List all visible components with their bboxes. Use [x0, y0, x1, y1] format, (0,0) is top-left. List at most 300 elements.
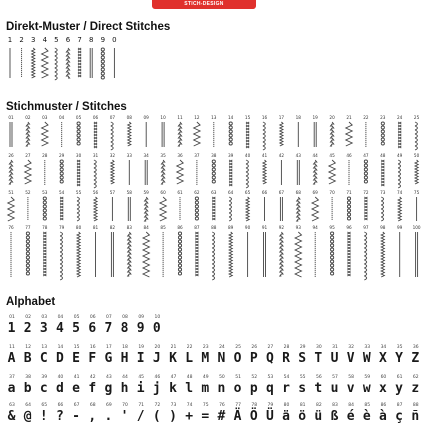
stitch-number: 46: [346, 153, 352, 158]
direct-stitch-number: 8: [88, 36, 94, 44]
alphabet-glyph: J: [152, 351, 162, 366]
stitch-number: 30: [75, 153, 82, 158]
direct-stitch-number: 6: [65, 36, 71, 44]
alphabet-row: [4, 403, 424, 429]
stitch-symbol: [9, 160, 12, 184]
stitch-symbol: [229, 122, 232, 145]
stitch-number: 66: [261, 190, 268, 195]
alphabet-glyph: @: [23, 409, 33, 424]
stitch-number: 04: [59, 115, 65, 120]
stitch-number: 82: [109, 225, 116, 230]
stitch-number: 22: [363, 115, 369, 120]
direct-stitch-number: 4: [42, 36, 48, 44]
alphabet-glyph: à: [379, 409, 388, 424]
alphabet-number: 61: [396, 375, 403, 380]
stitch-number: 61: [177, 190, 183, 195]
alphabet-glyph: y: [395, 381, 404, 396]
alphabet-number: 06: [89, 315, 96, 320]
stitch-symbol: [145, 197, 148, 221]
stitch-symbol: [398, 122, 401, 148]
stitch-symbol: [77, 160, 80, 186]
stitch-symbol: [8, 197, 14, 221]
stitch-number: 26: [8, 153, 14, 158]
stitch-number: 15: [244, 115, 251, 120]
stitch-number: 19: [312, 115, 318, 120]
alphabet-glyph: ): [169, 409, 178, 424]
stitch-number: 100: [412, 225, 421, 230]
alphabet-number: 45: [138, 375, 145, 380]
alphabet-number: 25: [235, 345, 241, 350]
alphabet-glyph: 6: [88, 321, 98, 336]
alphabet-glyph: è: [362, 409, 372, 424]
stitch-symbol: [160, 197, 166, 221]
alphabet-glyph: f: [88, 381, 98, 396]
stitch-number: 20: [329, 115, 335, 120]
alphabet-glyph: P: [249, 351, 259, 366]
alphabet-glyph: c: [39, 381, 49, 396]
stitch-number: 85: [160, 225, 166, 230]
alphabet-glyph: 5: [72, 321, 81, 336]
stitch-symbol: [111, 232, 113, 277]
alphabet-title: Alphabet: [6, 296, 56, 308]
alphabet-number: 32: [348, 345, 354, 350]
alphabet-glyph: g: [104, 381, 114, 396]
direct-stitch-symbol: [78, 48, 81, 77]
stitch-number: 79: [59, 225, 65, 230]
stitch-number: 35: [160, 153, 166, 158]
stitch-number: 41: [261, 153, 268, 158]
stitch-symbol: [143, 232, 149, 277]
stitch-symbol: [10, 122, 12, 147]
direct-stitch-symbol: [32, 48, 35, 78]
stitch-number: 63: [211, 190, 217, 195]
stitch-number: 94: [312, 225, 318, 230]
stitch-number: 54: [59, 190, 65, 195]
stitch-number: 71: [346, 190, 352, 195]
stitch-number: 67: [278, 190, 285, 195]
direct-stitch-symbol: [101, 48, 104, 79]
stitch-symbol: [347, 197, 350, 220]
alphabet-number: 67: [73, 403, 80, 408]
stitch-symbol: [263, 160, 266, 184]
stitch-symbol: [195, 232, 198, 276]
direct-stitch-symbol: [42, 48, 48, 78]
alphabet-number: 49: [202, 375, 209, 380]
stitch-symbol: [415, 160, 418, 184]
stitch-symbol: [280, 122, 283, 146]
stitch-symbol: [416, 232, 418, 277]
alphabet-glyph: Ö: [249, 409, 259, 424]
stitch-symbol: [246, 197, 249, 221]
stitch-symbol: [60, 197, 63, 220]
alphabet-number: 22: [186, 345, 193, 350]
stitch-number: 05: [75, 115, 82, 120]
stitch-number: 87: [194, 225, 200, 230]
alphabet-number: 72: [154, 403, 161, 408]
alphabet-number: 37: [9, 375, 15, 380]
stitch-symbol: [42, 122, 48, 146]
alphabet-number: 47: [170, 375, 177, 380]
alphabet-glyph: V: [346, 351, 356, 366]
alphabet-number: 02: [25, 315, 31, 320]
alphabet-number: 35: [396, 345, 403, 350]
alphabet-glyph: Ü: [265, 409, 275, 424]
alphabet-glyph: r: [282, 381, 291, 396]
stitch-number: 51: [8, 190, 14, 195]
stitch-symbol: [60, 160, 63, 183]
stitch-number: 40: [244, 153, 251, 158]
direct-stitch-number: 1: [7, 36, 13, 44]
stitch-number: 64: [228, 190, 234, 195]
alphabet-glyph: p: [249, 381, 259, 396]
alphabet-glyph: =: [201, 409, 211, 424]
alphabet-glyph: 9: [136, 321, 146, 336]
direct-stitch-symbols: [4, 46, 154, 82]
alphabet-glyph: T: [314, 351, 324, 366]
alphabet-glyph: C: [39, 351, 49, 366]
section-tab-label: STICH-DESIGN: [184, 1, 224, 7]
direct-stitch-symbol: [55, 48, 57, 80]
alphabet-glyph: w: [362, 381, 372, 396]
stitch-symbol: [229, 197, 231, 221]
stitch-number: 55: [75, 190, 82, 195]
alphabet-row: [4, 315, 424, 341]
stitch-number: 18: [295, 115, 301, 120]
stitch-number: 59: [143, 190, 149, 195]
stitch-number: 90: [244, 225, 251, 230]
alphabet-number: 10: [154, 315, 161, 320]
stitch-number: 48: [380, 153, 386, 158]
alphabet-glyph: 2: [23, 321, 33, 336]
stitch-symbol: [178, 122, 181, 146]
alphabet-glyph: X: [379, 351, 388, 366]
stitch-symbol: [25, 160, 31, 184]
alphabet-number: 70: [122, 403, 128, 408]
stitch-symbol: [329, 160, 335, 184]
stitch-symbol: [229, 232, 232, 277]
stitch-symbol: [162, 160, 165, 184]
stitch-number: 31: [92, 153, 99, 158]
stitch-symbol: [398, 197, 401, 221]
stitch-symbol: [263, 122, 265, 150]
alphabet-glyph: Q: [265, 351, 275, 366]
stitch-number: 76: [8, 225, 14, 230]
stitch-number: 95: [329, 225, 335, 230]
alphabet-number: 05: [73, 315, 80, 320]
stitch-symbol: [162, 122, 164, 147]
alphabet-number: 54: [283, 375, 290, 380]
stitch-symbol: [194, 122, 200, 146]
alphabet-number: 21: [170, 345, 177, 350]
alphabet-number: 55: [299, 375, 306, 380]
alphabet-number: 43: [106, 375, 112, 380]
stitch-symbol: [381, 122, 384, 145]
stitch-number: 32: [109, 153, 116, 158]
alphabet-number: 18: [122, 345, 128, 350]
stitch-number: 03: [42, 115, 48, 120]
alphabet-glyph: 3: [39, 321, 49, 336]
alphabet-glyph: ü: [314, 409, 324, 424]
alphabet-number: 59: [364, 375, 371, 380]
stitch-symbol: [297, 160, 299, 185]
stitch-symbol: [195, 197, 198, 220]
alphabet-glyph: h: [120, 381, 130, 396]
stitch-number: 25: [413, 115, 420, 120]
alphabet-glyph: 7: [104, 321, 114, 336]
stitch-symbol: [94, 160, 96, 188]
alphabet-number: 15: [73, 345, 80, 350]
stitch-symbol: [331, 232, 334, 275]
alphabet-glyph: o: [233, 381, 243, 396]
stitch-number: 14: [228, 115, 234, 120]
stitch-number: 08: [126, 115, 132, 120]
alphabet-glyph: -: [72, 409, 81, 424]
alphabet-glyph: G: [104, 351, 114, 366]
stitch-symbol: [145, 160, 147, 185]
alphabet-glyph: N: [217, 351, 227, 366]
stitch-number: 45: [329, 153, 335, 158]
stitch-symbol: [246, 122, 249, 148]
direct-stitch-number: 2: [19, 36, 24, 44]
alphabet-number: 31: [332, 345, 338, 350]
alphabet-row: [4, 345, 424, 371]
stitch-number: 10: [160, 115, 166, 120]
stitch-number: 27: [25, 153, 31, 158]
stitch-number: 34: [143, 153, 149, 158]
alphabet-number: 16: [89, 345, 96, 350]
stitch-symbol: [94, 197, 97, 221]
alphabet-glyph: d: [56, 381, 65, 396]
stitch-number: 11: [177, 115, 183, 120]
stitch-number: 37: [194, 153, 200, 158]
stitch-number: 12: [194, 115, 200, 120]
alphabet-number: 24: [219, 345, 225, 350]
alphabet-number: 65: [41, 403, 48, 408]
alphabet-glyph: Ä: [233, 409, 243, 424]
alphabet-glyph: i: [136, 381, 146, 396]
stitch-symbol: [212, 160, 215, 183]
alphabet-glyph: U: [330, 351, 340, 366]
alphabet-number: 56: [315, 375, 322, 380]
alphabet-glyph: E: [72, 351, 81, 366]
stitches-title: Stichmuster / Stitches: [6, 101, 127, 113]
alphabet-glyph: b: [23, 381, 33, 396]
stitch-number: 89: [228, 225, 234, 230]
alphabet-glyph: !: [39, 409, 49, 424]
stitch-symbol: [26, 232, 29, 275]
stitch-symbol: [26, 122, 29, 146]
alphabet-number: 83: [332, 403, 338, 408]
alphabet-glyph: O: [233, 351, 243, 366]
stitch-symbol: [314, 160, 317, 184]
alphabet-glyph: &: [7, 409, 17, 424]
stitch-symbol: [128, 122, 131, 146]
stitch-number: 17: [278, 115, 285, 120]
alphabet-glyph: M: [201, 351, 211, 366]
alphabet-number: 73: [170, 403, 177, 408]
alphabet-glyph: v: [346, 381, 356, 396]
alphabet-number: 62: [412, 375, 419, 380]
stitch-number: 06: [92, 115, 99, 120]
alphabet-glyph: +: [185, 409, 195, 424]
alphabet-number: 60: [380, 375, 387, 380]
stitch-number: 99: [397, 225, 403, 230]
alphabet-glyph: z: [411, 381, 421, 396]
alphabet-number: 26: [251, 345, 258, 350]
stitch-number: 43: [295, 153, 301, 158]
alphabet-number: 33: [364, 345, 371, 350]
stitch-symbol: [212, 232, 214, 280]
alphabet-number: 39: [41, 375, 48, 380]
alphabet-glyph: ß: [330, 409, 340, 424]
stitch-symbol: [246, 160, 248, 188]
stitch-symbol: [415, 122, 417, 150]
stitch-number: 97: [363, 225, 369, 230]
alphabet-number: 81: [299, 403, 306, 408]
alphabet-glyph: ö: [298, 409, 308, 424]
stitch-symbol: [364, 197, 367, 220]
alphabet-number: 11: [9, 345, 15, 350]
stitch-number: 52: [25, 190, 31, 195]
alphabet-glyph: ñ: [411, 409, 421, 424]
alphabet-row: [4, 375, 424, 401]
stitch-symbol: [364, 160, 367, 183]
stitch-symbol: [280, 232, 283, 276]
alphabet-glyph: Y: [395, 351, 404, 366]
stitch-number: 39: [228, 153, 234, 158]
stitch-number: 38: [211, 153, 217, 158]
stitch-number: 29: [59, 153, 65, 158]
stitch-symbol: [347, 232, 350, 276]
alphabet-glyph: 1: [7, 321, 17, 336]
alphabet-number: 66: [57, 403, 64, 408]
stitch-number: 68: [295, 190, 301, 195]
alphabet-glyph: j: [152, 381, 162, 396]
section-tab: [152, 0, 256, 9]
alphabet-number: 57: [332, 375, 338, 380]
stitch-symbol: [43, 197, 46, 220]
stitch-number: 77: [25, 225, 31, 230]
alphabet-glyph: (: [152, 409, 162, 424]
stitch-number: 21: [346, 115, 352, 120]
stitch-symbol: [77, 232, 80, 277]
alphabet-glyph: 8: [120, 321, 130, 336]
alphabet-glyph: W: [362, 351, 372, 366]
alphabet-number: 76: [219, 403, 225, 408]
alphabet-number: 34: [380, 345, 387, 350]
stitch-symbol: [331, 122, 334, 146]
alphabet-number: 04: [57, 315, 64, 320]
stitch-number: 86: [177, 225, 183, 230]
stitch-number: 49: [397, 153, 403, 158]
alphabet-number: 28: [283, 345, 290, 350]
alphabet-glyph: #: [217, 409, 227, 424]
stitch-symbol: [43, 232, 46, 276]
alphabet-number: 20: [154, 345, 161, 350]
alphabet-glyph: n: [217, 381, 227, 396]
stitch-symbol: [297, 197, 300, 221]
stitch-number: 93: [295, 225, 301, 230]
stitch-symbol: [77, 197, 79, 221]
stitch-symbol: [178, 232, 181, 275]
stitch-number: 91: [261, 225, 268, 230]
stitch-number: 83: [126, 225, 132, 230]
stitch-symbol: [398, 160, 400, 188]
direct-stitches-title: Direkt-Muster / Direct Stitches: [6, 21, 171, 33]
alphabet-glyph: ä: [282, 409, 291, 424]
alphabet-glyph: ?: [56, 409, 65, 424]
alphabet-number: 07: [106, 315, 112, 320]
alphabet-glyph: B: [23, 351, 33, 366]
stitch-number: 01: [8, 115, 14, 120]
alphabet-glyph: R: [282, 351, 291, 366]
alphabet-number: 50: [219, 375, 225, 380]
stitch-number: 16: [261, 115, 268, 120]
alphabet-number: 86: [380, 403, 387, 408]
alphabet-number: 27: [267, 345, 274, 350]
alphabet-number: 17: [106, 345, 112, 350]
alphabet-glyph: a: [7, 381, 17, 396]
stitch-number: 78: [42, 225, 48, 230]
alphabet-glyph: l: [185, 381, 195, 396]
stitch-number: 58: [126, 190, 132, 195]
alphabet-number: 64: [25, 403, 31, 408]
alphabet-number: 38: [25, 375, 31, 380]
stitch-number: 84: [143, 225, 149, 230]
stitch-symbol: [381, 232, 384, 277]
alphabet-glyph: ç: [395, 409, 404, 424]
alphabet-number: 84: [348, 403, 354, 408]
alphabet-number: 48: [186, 375, 193, 380]
alphabet-number: 87: [396, 403, 403, 408]
direct-stitch-number: 3: [30, 36, 36, 44]
stitch-symbol: [111, 160, 114, 184]
alphabet-number: 09: [138, 315, 145, 320]
alphabet-number: 71: [138, 403, 145, 408]
alphabet-number: 51: [235, 375, 241, 380]
stitch-number: 62: [194, 190, 200, 195]
direct-stitch-number: 9: [100, 36, 106, 44]
direct-stitch-symbol: [90, 48, 92, 78]
stitch-number: 42: [278, 153, 285, 158]
stitch-symbol: [381, 197, 383, 221]
alphabet-glyph: /: [136, 409, 146, 424]
alphabet-number: 42: [89, 375, 96, 380]
alphabet-number: 12: [25, 345, 31, 350]
direct-stitch-number: 7: [77, 36, 82, 44]
alphabet-number: 23: [202, 345, 209, 350]
alphabet-glyph: Z: [411, 351, 421, 366]
stitch-number: 96: [346, 225, 352, 230]
stitch-symbol: [364, 232, 366, 280]
alphabet-glyph: s: [298, 381, 308, 396]
alphabet-glyph: t: [314, 381, 324, 396]
alphabet-number: 03: [41, 315, 48, 320]
stitch-pattern-table: [3, 115, 427, 293]
stitch-number: 81: [92, 225, 99, 230]
stitch-number: 13: [211, 115, 217, 120]
stitch-number: 02: [25, 115, 31, 120]
alphabet-glyph: I: [136, 351, 146, 366]
stitch-number: 50: [413, 153, 420, 158]
stitch-number: 65: [244, 190, 251, 195]
stitch-number: 56: [92, 190, 99, 195]
stitch-symbol: [94, 122, 97, 148]
alphabet-glyph: F: [88, 351, 98, 366]
stitch-number: 72: [363, 190, 369, 195]
stitch-symbol: [212, 197, 215, 220]
stitch-symbol: [111, 122, 113, 150]
